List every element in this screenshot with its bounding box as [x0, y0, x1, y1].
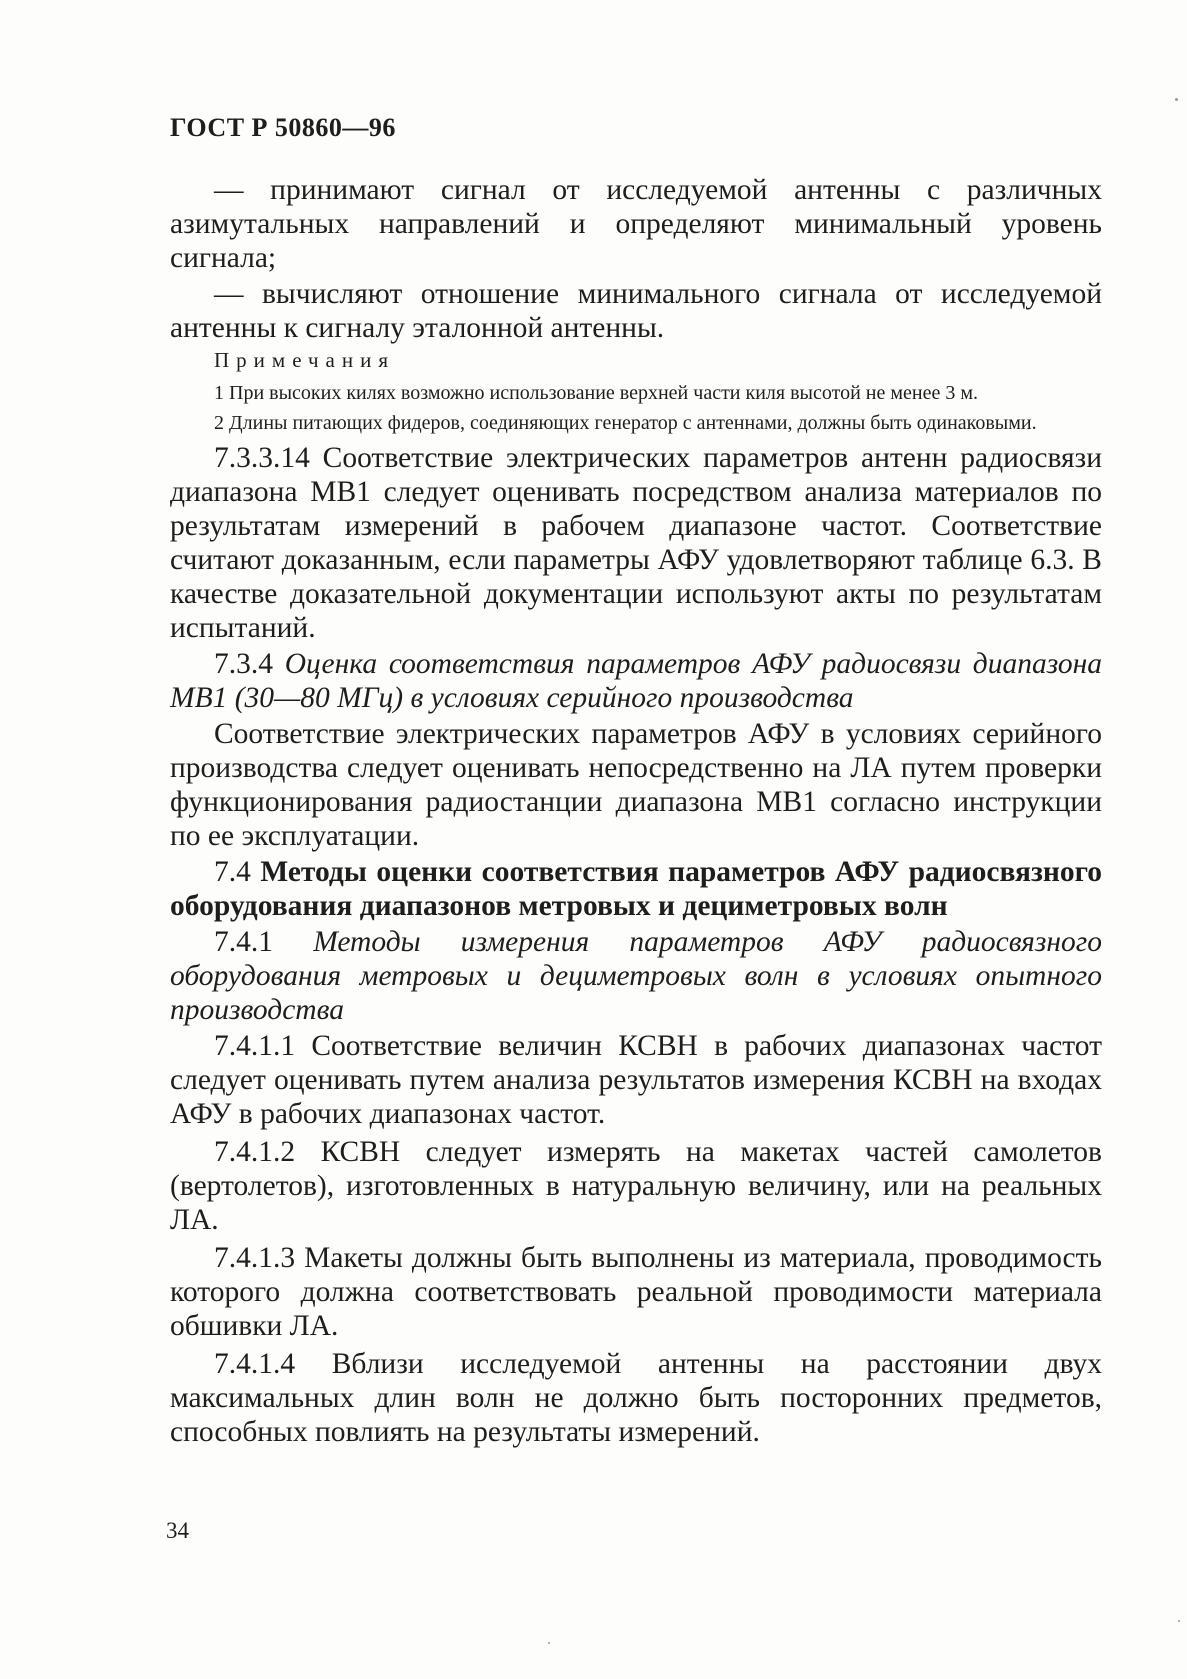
note-item: 2 Длины питающих фидеров, соединяющих генератор с антеннами, должны быть одинаковыми. — [214, 412, 1037, 435]
scan-speck — [1178, 1620, 1180, 1622]
paragraph-7-4-1-3: 7.4.1.3 Макеты должны быть выполнены из материала, проводимость которого должна соответствовать реальной проводимости материала обшивки ЛА. — [170, 1242, 1102, 1343]
notes-heading: Примечания — [214, 348, 396, 373]
section-number: 7.3.4 — [214, 648, 273, 681]
list-item: — вычисляют отношение минимального сигнала от исследуемой антенны к сигналу эталонной антенны. — [170, 278, 1102, 345]
paragraph-7-4-1-2: 7.4.1.2 КСВН следует измерять на макетах частей самолетов (вертолетов), изготовленных в натуральную величину, или на реальных ЛА. — [170, 1136, 1102, 1237]
note-item: 1 При высоких килях возможно использование верхней части киля высотой не менее 3 м. — [214, 382, 979, 405]
document-header: ГОСТ Р 50860—96 — [170, 113, 396, 142]
section-heading-7-3-4 — [170, 647, 1102, 715]
section-heading-7-4 — [170, 855, 1102, 923]
page-number: 34 — [166, 1518, 189, 1543]
paragraph-7-4-1-1: 7.4.1.1 Соответствие величин КСВН в рабочих диапазонах частот следует оценивать путем анализа результатов измерения КСВН на входах АФУ в рабочих диапазонах частот. — [170, 1030, 1102, 1131]
section-number: 7.4.1 — [214, 926, 273, 959]
section-number: 7.4 — [214, 856, 251, 889]
list-item: — принимают сигнал от исследуемой антенны с различных азимутальных направлений и определяют минимальный уровень сигнала; — [170, 174, 1102, 275]
section-title: Методы оценки соответствия параметров АФУ радиосвязного оборудования диапазонов метровых и дециметровых волн — [170, 856, 1103, 923]
document-page — [170, 112, 1102, 1451]
section-title: Оценка соответствия параметров АФУ радиосвязи диапазона МВ1 (30—80 МГц) в условиях серийного производства — [170, 648, 1102, 715]
paragraph-7-3-4-text: Соответствие электрических параметров АФУ в условиях серийного производства следует оценивать непосредственно на ЛА путем проверки функционирования радиостанции диапазона МВ1 согласно инструкции по ее эксплуатации. — [170, 718, 1102, 853]
scan-speck — [548, 1642, 550, 1644]
section-title: Методы измерения параметров АФУ радиосвязного оборудования метровых и дециметровых волн в условиях опытного производства — [170, 926, 1102, 1027]
paragraph-7-3-3-14: 7.3.3.14 Соответствие электрических параметров антенн радиосвязи диапазона МВ1 следует оценивать посредством анализа материалов по результатам измерений в рабочем диапазоне частот. Соответствие считают доказанным, если параметры АФУ удовлетворяют таблице 6.3. В качестве доказательной документации используют акты по результатам испытаний. — [170, 442, 1102, 645]
section-heading-7-4-1 — [170, 925, 1102, 1027]
scan-speck — [1175, 98, 1178, 101]
paragraph-7-4-1-4: 7.4.1.4 Вблизи исследуемой антенны на расстоянии двух максимальных длин волн не должно быть посторонних предметов, способных повлиять на результаты измерений. — [170, 1348, 1102, 1449]
